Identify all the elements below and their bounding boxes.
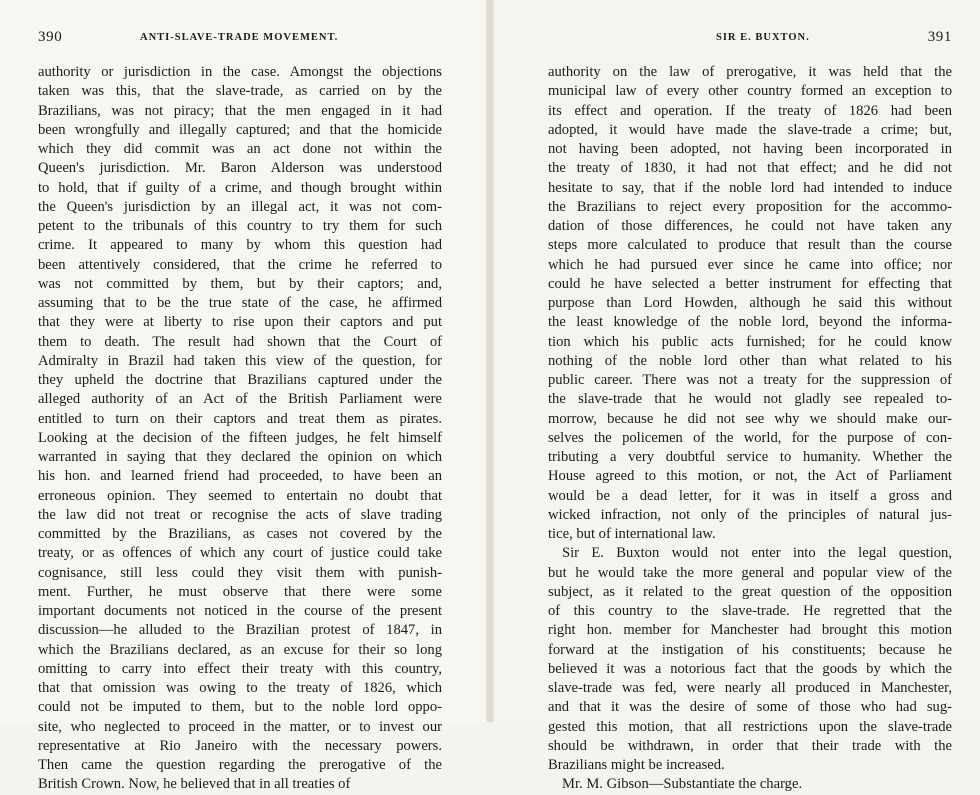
left-page-header — [38, 30, 442, 50]
text-line: could he have selected a better instrument for effecting that — [548, 275, 952, 292]
left-page-number: 390 — [38, 29, 63, 45]
text-line: the least knowledge of the noble lord, beyond the informa- — [548, 314, 952, 331]
text-line: British Crown. Now, he believed that in all treaties of — [38, 776, 351, 793]
text-line: public career. There was not a treaty for the suppression of — [548, 372, 952, 388]
text-line: Sir E. Buxton would not enter into the legal question, — [562, 545, 952, 562]
text-line: could not be imputed to them, but to the noble lord oppo- — [38, 699, 442, 716]
text-line: Queen's jurisdiction. Mr. Baron Alderson was understood — [38, 160, 442, 177]
text-line: taken was this, that the slave-trade, as carried on by the — [38, 83, 442, 100]
text-line: been attentively considered, that the crime he referred to — [38, 256, 442, 273]
text-line: not having been adopted, not having been incorporated in — [548, 141, 952, 157]
text-line: assuming that to be the true state of the case, he affirmed — [38, 295, 442, 311]
text-line: important documents not noticed in the course of the present — [38, 603, 442, 619]
text-line: which he had pursued ever since he came into office; nor — [548, 256, 952, 273]
text-line: municipal law of every other country formed an exception to — [548, 83, 952, 100]
text-line: representative at Rio Janeiro with the necessary powers. — [38, 737, 442, 754]
text-line: dation of those differences, he could not have taken any — [548, 218, 952, 234]
text-line: Brazilians, was not piracy; that the men engaged in it had — [38, 102, 442, 119]
text-line: which they did commit was an act done not within the — [38, 141, 442, 157]
text-line: authority on the law of prerogative, it was held that the — [548, 64, 952, 80]
text-line: erroneous opinion. They seemed to entertain no doubt that — [38, 487, 442, 504]
text-line: gested this motion, that all restrictions upon the slave-trade — [548, 718, 952, 735]
right-page-header — [552, 30, 952, 50]
text-line: believed it was a notorious fact that the goods by which the — [548, 660, 952, 677]
text-line: that that omission was owing to the treaty of 1826, which — [38, 680, 442, 696]
text-line: steps more calculated to produce that result than the course — [548, 237, 952, 254]
text-line: discussion—he alluded to the Brazilian protest of 1847, in — [38, 622, 442, 639]
text-line: of this country to the slave-trade. He regretted that the — [548, 603, 952, 619]
left-running-head: ANTI-SLAVE-TRADE MOVEMENT. — [140, 32, 339, 43]
text-line: tributing a very doubtful service to humanity. Whether the — [548, 449, 952, 465]
text-line: and that it was the desire of some of those who had sug- — [548, 699, 952, 716]
text-line: the Queen's jurisdiction by an illegal act, it was not com- — [38, 198, 442, 215]
text-line: them to death. The result had shown that the Court of — [38, 333, 442, 350]
text-line: site, who neglected to proceed in the matter, or to invest our — [38, 718, 442, 735]
text-line: cognisance, still less could they visit them with punish- — [38, 564, 442, 581]
text-line: authority or jurisdiction in the case. Amongst the objections — [38, 64, 442, 80]
right-page-body — [548, 63, 952, 795]
text-line: the treaty of 1830, it had not that effect; and he did not — [548, 160, 952, 177]
right-running-head: SIR E. BUXTON. — [716, 32, 810, 43]
text-line: tion which his public acts furnished; for he could know — [548, 333, 952, 350]
right-page-number: 391 — [927, 29, 952, 45]
right-page — [494, 0, 980, 793]
text-line: subject, as it related to the great question of the opposition — [548, 583, 952, 600]
text-line: entitled to turn on their captors and treat them as pirates. — [38, 410, 442, 427]
text-line: to hold, that if guilty of a crime, and though brought within — [38, 179, 442, 196]
text-line: been wrongfully and illegally captured; and that the homicide — [38, 121, 442, 138]
text-line: right hon. member for Manchester had brought this motion — [548, 622, 952, 639]
text-line: alleged authority of an Act of the British Parliament were — [38, 391, 442, 408]
text-line: crime. It appeared to many by whom this question had — [38, 237, 442, 254]
text-line: committed by the Brazilians, as cases not covered by the — [38, 526, 442, 542]
left-page — [0, 0, 486, 793]
text-line: tice, but of international law. — [548, 526, 716, 542]
text-line: which the Brazilians declared, as an excuse for their so long — [38, 641, 442, 658]
text-line: Brazilians might be increased. — [548, 757, 725, 773]
text-line: Looking at the decision of the fifteen judges, he felt himself — [38, 429, 442, 446]
text-line: his hon. and learned friend had proceeded, to have been an — [38, 468, 442, 485]
text-line: the slave-trade that he would not gladly see repealed to- — [548, 391, 952, 408]
text-line: but he would take the more general and popular view of the — [548, 564, 952, 581]
text-line: ment. Further, he must observe that there were some — [38, 583, 442, 600]
text-line: its effect and operation. If the treaty of 1826 had been — [548, 102, 952, 119]
text-line: forward at the instigation of his constituents; because he — [548, 641, 952, 658]
text-line: Mr. M. Gibson—Substantiate the charge. — [562, 776, 803, 793]
text-line: the law did not treat or recognise the acts of slave trading — [38, 506, 442, 523]
text-line: selves the policemen of the world, for the purpose of con- — [548, 429, 952, 446]
text-line: Then came the question regarding the prerogative of the — [38, 757, 442, 773]
text-line: morrow, because he did not see why we should make our- — [548, 410, 952, 427]
text-line: petent to the tribunals of this country to try them for such — [38, 218, 442, 234]
text-line: adopted, it would have made the slave-trade a crime; but, — [548, 121, 952, 138]
text-line: purpose than Lord Howden, although he said this without — [548, 295, 952, 311]
text-line: wicked infraction, not only of the principles of natural jus- — [548, 506, 952, 523]
text-line: should be withdrawn, in order that their trade with the — [548, 737, 952, 754]
text-line: was not committed by them, but by their captors; and, — [38, 275, 442, 292]
text-line: House agreed to this motion, or not, the Act of Parliament — [548, 468, 952, 485]
text-line: they upheld the doctrine that Brazilians captured under the — [38, 372, 442, 388]
text-line: nothing of the noble lord other than what related to his — [548, 352, 952, 369]
text-line: Admiralty in Brazil had taken this view of the question, for — [38, 352, 442, 369]
left-page-body — [38, 63, 442, 795]
text-line: would be a dead letter, for it was in itself a gross and — [548, 487, 952, 504]
text-line: slave-trade was fed, were nearly all produced in Manchester, — [548, 680, 952, 696]
text-line: warranted in saying that they declared the opinion on which — [38, 449, 442, 465]
text-line: the Brazilians to reject every proposition for the accommo- — [548, 198, 952, 215]
text-line: hesitate to say, that if the noble lord had intended to induce — [548, 179, 952, 196]
text-line: that they were at liberty to rise upon their captors and put — [38, 314, 442, 331]
text-line: treaty, or as offences of which any court of justice could take — [38, 545, 442, 562]
book-gutter — [486, 0, 494, 722]
text-line: omitting to carry into effect their treaty with this country, — [38, 660, 442, 677]
